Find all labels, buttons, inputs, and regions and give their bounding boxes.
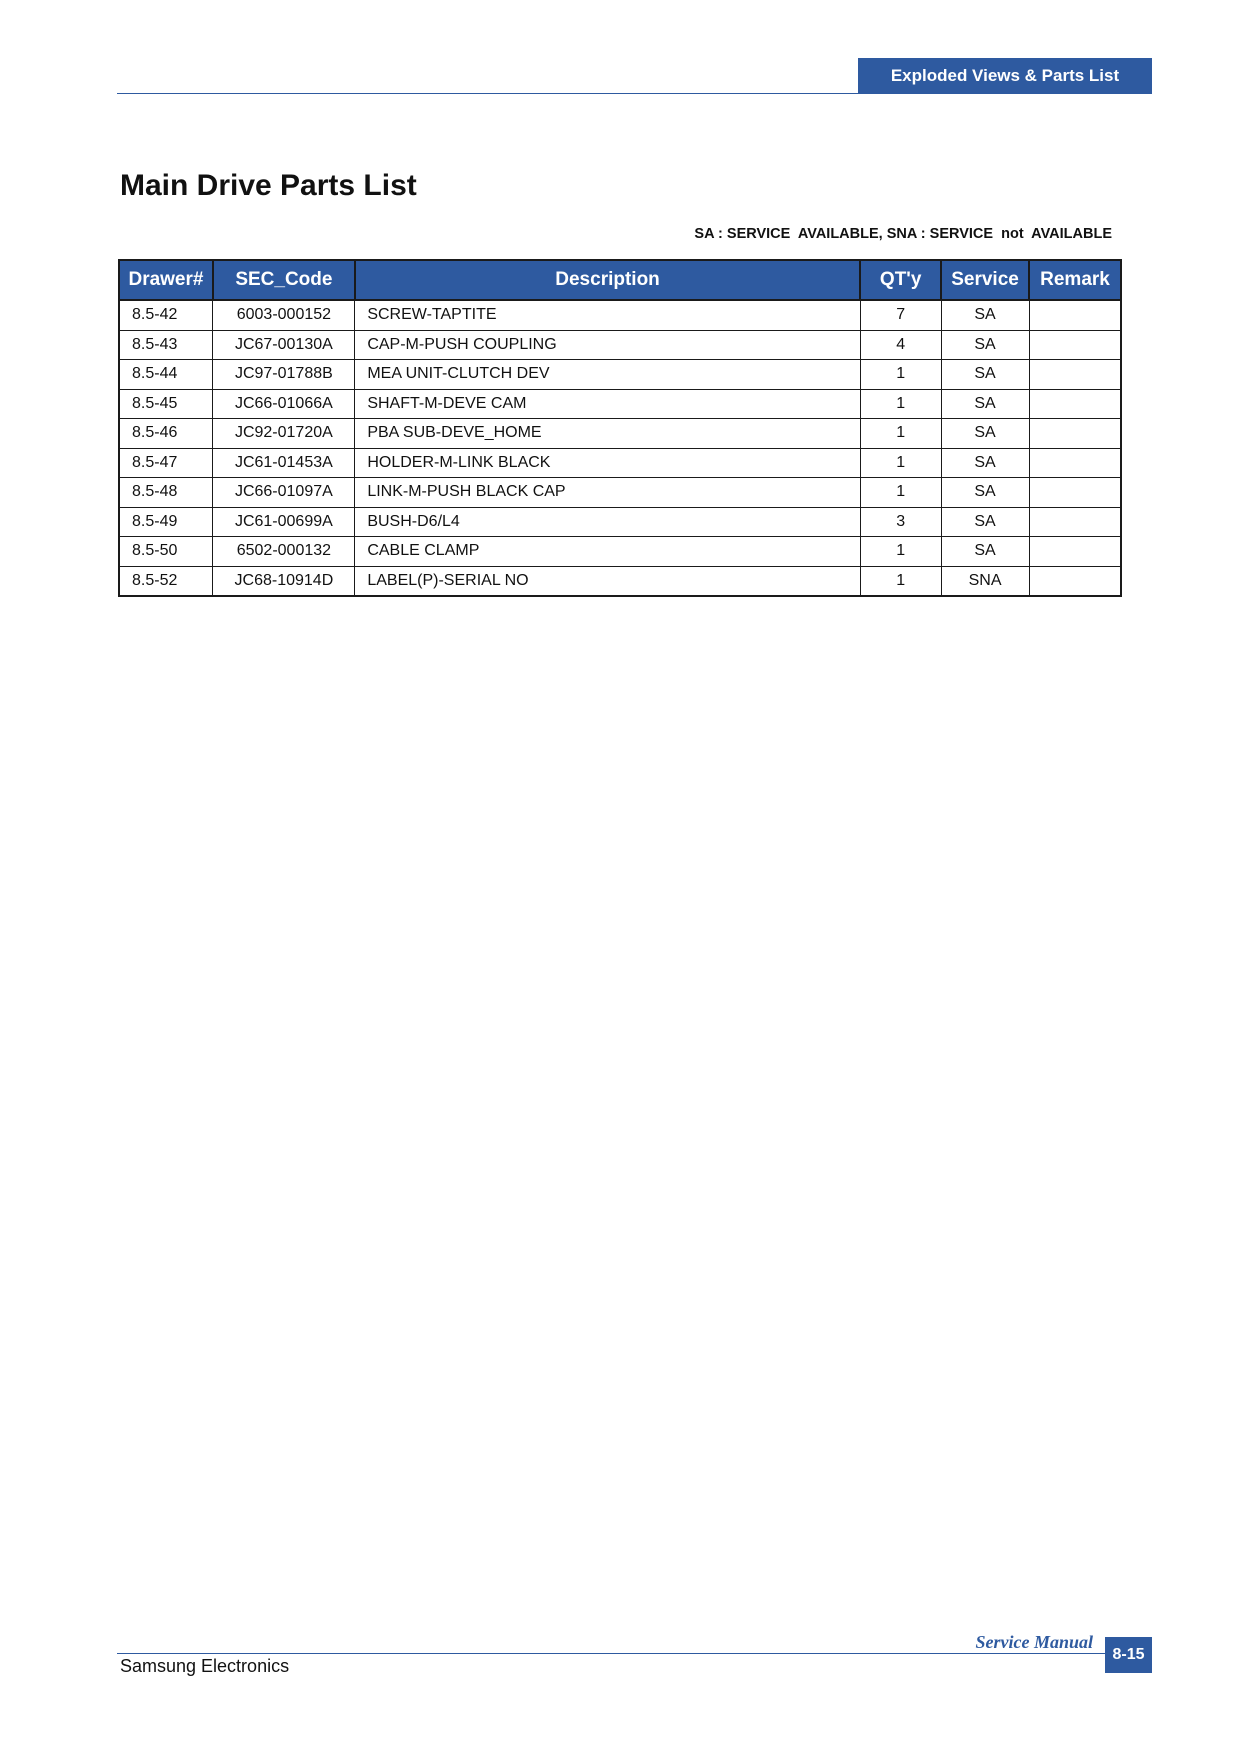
column-header-description: Description	[355, 260, 860, 300]
cell-drawer: 8.5-48	[119, 478, 213, 508]
cell-qty: 4	[860, 330, 941, 360]
cell-sec-code: JC92-01720A	[213, 419, 355, 449]
cell-qty: 7	[860, 300, 941, 330]
table-row	[119, 448, 1121, 478]
cell-description: SCREW-TAPTITE	[355, 300, 860, 330]
cell-qty: 1	[860, 360, 941, 390]
cell-sec-code: JC61-00699A	[213, 507, 355, 537]
cell-sec-code: JC67-00130A	[213, 330, 355, 360]
cell-sec-code: JC68-10914D	[213, 566, 355, 596]
cell-sec-code: JC97-01788B	[213, 360, 355, 390]
section-label: Exploded Views & Parts List	[858, 58, 1152, 94]
cell-service: SA	[941, 330, 1029, 360]
cell-sec-code: JC66-01097A	[213, 478, 355, 508]
cell-service: SA	[941, 507, 1029, 537]
cell-qty: 1	[860, 566, 941, 596]
cell-sec-code: JC66-01066A	[213, 389, 355, 419]
cell-sec-code: 6003-000152	[213, 300, 355, 330]
cell-description: LABEL(P)-SERIAL NO	[355, 566, 860, 596]
cell-remark	[1029, 389, 1121, 419]
column-header-drawer: Drawer#	[119, 260, 213, 300]
cell-qty: 1	[860, 478, 941, 508]
cell-drawer: 8.5-42	[119, 300, 213, 330]
cell-description: BUSH-D6/L4	[355, 507, 860, 537]
table-row	[119, 300, 1121, 330]
cell-remark	[1029, 419, 1121, 449]
cell-qty: 1	[860, 537, 941, 567]
cell-drawer: 8.5-52	[119, 566, 213, 596]
cell-description: MEA UNIT-CLUTCH DEV	[355, 360, 860, 390]
table-row	[119, 478, 1121, 508]
cell-description: PBA SUB-DEVE_HOME	[355, 419, 860, 449]
cell-remark	[1029, 330, 1121, 360]
cell-service: SA	[941, 300, 1029, 330]
column-header-sec-code: SEC_Code	[213, 260, 355, 300]
cell-service: SA	[941, 419, 1029, 449]
column-header-qty: QT'y	[860, 260, 941, 300]
cell-remark	[1029, 566, 1121, 596]
page-number: 8-15	[1105, 1637, 1152, 1673]
cell-drawer: 8.5-46	[119, 419, 213, 449]
table-row	[119, 566, 1121, 596]
cell-description: CAP-M-PUSH COUPLING	[355, 330, 860, 360]
cell-service: SNA	[941, 566, 1029, 596]
cell-drawer: 8.5-43	[119, 330, 213, 360]
column-header-service: Service	[941, 260, 1029, 300]
service-legend-note: SA : SERVICE AVAILABLE, SNA : SERVICE not AVAILABLE	[694, 226, 1112, 242]
cell-description: CABLE CLAMP	[355, 537, 860, 567]
footer-company: Samsung Electronics	[120, 1656, 290, 1676]
cell-service: SA	[941, 448, 1029, 478]
cell-drawer: 8.5-49	[119, 507, 213, 537]
cell-service: SA	[941, 389, 1029, 419]
cell-drawer: 8.5-50	[119, 537, 213, 567]
cell-qty: 1	[860, 419, 941, 449]
cell-sec-code: 6502-000132	[213, 537, 355, 567]
column-header-remark: Remark	[1029, 260, 1121, 300]
parts-table	[118, 259, 1122, 597]
table-row	[119, 507, 1121, 537]
table-row	[119, 330, 1121, 360]
cell-drawer: 8.5-44	[119, 360, 213, 390]
table-row	[119, 537, 1121, 567]
cell-remark	[1029, 360, 1121, 390]
cell-service: SA	[941, 537, 1029, 567]
cell-remark	[1029, 478, 1121, 508]
cell-qty: 1	[860, 448, 941, 478]
cell-remark	[1029, 537, 1121, 567]
footer-rule	[117, 1653, 1105, 1654]
footer-manual-label: Service Manual	[975, 1632, 1093, 1652]
cell-drawer: 8.5-45	[119, 389, 213, 419]
cell-description: HOLDER-M-LINK BLACK	[355, 448, 860, 478]
cell-drawer: 8.5-47	[119, 448, 213, 478]
cell-description: LINK-M-PUSH BLACK CAP	[355, 478, 860, 508]
cell-service: SA	[941, 478, 1029, 508]
cell-sec-code: JC61-01453A	[213, 448, 355, 478]
cell-service: SA	[941, 360, 1029, 390]
cell-qty: 1	[860, 389, 941, 419]
page-title: Main Drive Parts List	[120, 169, 417, 202]
cell-description: SHAFT-M-DEVE CAM	[355, 389, 860, 419]
cell-remark	[1029, 300, 1121, 330]
table-row	[119, 360, 1121, 390]
cell-qty: 3	[860, 507, 941, 537]
cell-remark	[1029, 507, 1121, 537]
cell-remark	[1029, 448, 1121, 478]
table-row	[119, 389, 1121, 419]
table-row	[119, 419, 1121, 449]
table-header-row	[119, 260, 1121, 300]
